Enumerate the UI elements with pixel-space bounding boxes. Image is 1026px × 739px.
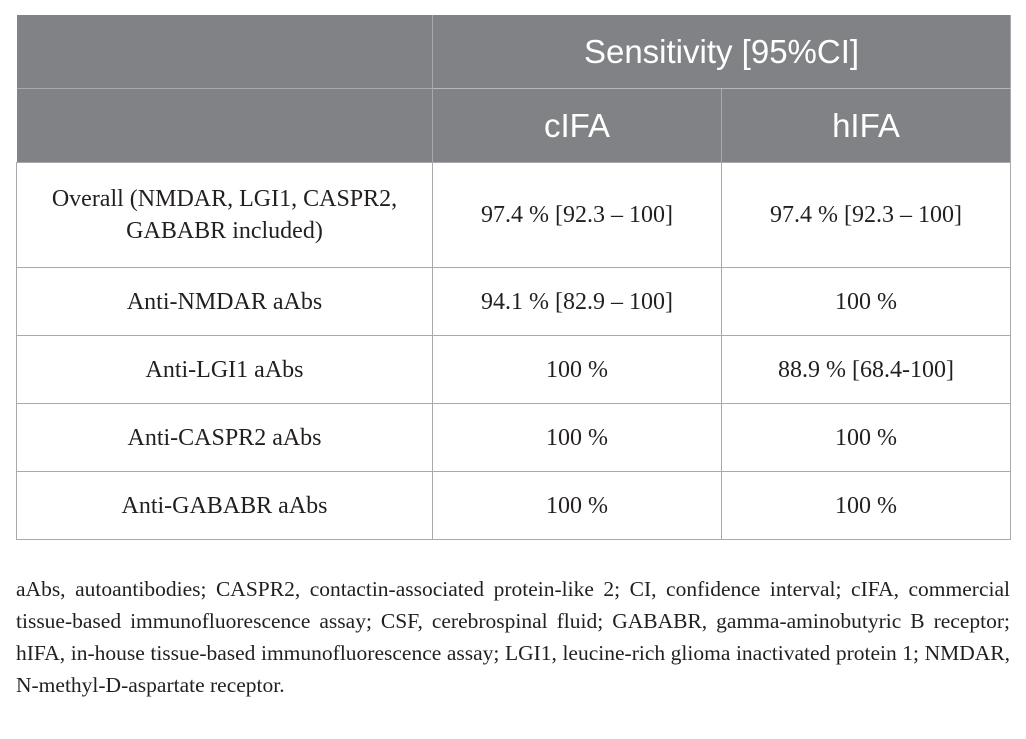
sensitivity-table-container (16, 15, 1010, 540)
table-body (17, 163, 1011, 540)
row-label: Overall (NMDAR, LGI1, CASPR2, GABABR included) (17, 163, 433, 268)
cifa-value: 100 % (433, 404, 722, 472)
hifa-value: 88.9 % [68.4-100] (722, 336, 1011, 404)
row-label: Anti-LGI1 aAbs (17, 336, 433, 404)
cifa-value: 100 % (433, 472, 722, 540)
hifa-value: 100 % (722, 472, 1011, 540)
table-row (17, 472, 1011, 540)
header-hifa: hIFA (722, 89, 1011, 163)
hifa-value: 100 % (722, 268, 1011, 336)
table-row (17, 268, 1011, 336)
header-row-columns (17, 89, 1011, 163)
table-header (17, 15, 1011, 163)
header-blank-cell-2 (17, 89, 433, 163)
header-row-group (17, 15, 1011, 89)
hifa-value: 97.4 % [92.3 – 100] (722, 163, 1011, 268)
table-row (17, 404, 1011, 472)
cifa-value: 97.4 % [92.3 – 100] (433, 163, 722, 268)
header-sensitivity: Sensitivity [95%CI] (433, 15, 1011, 89)
row-label: Anti-NMDAR aAbs (17, 268, 433, 336)
header-cifa: cIFA (433, 89, 722, 163)
row-label: Anti-CASPR2 aAbs (17, 404, 433, 472)
hifa-value: 100 % (722, 404, 1011, 472)
sensitivity-table (16, 15, 1011, 540)
header-blank-cell (17, 15, 433, 89)
cifa-value: 94.1 % [82.9 – 100] (433, 268, 722, 336)
row-label: Anti-GABABR aAbs (17, 472, 433, 540)
table-row (17, 163, 1011, 268)
table-row (17, 336, 1011, 404)
table-footnote: aAbs, autoantibodies; CASPR2, contactin-associated protein-like 2; CI, confidence interval; cIFA, commercial tissue-based immunofluorescence assay; CSF, cerebrospinal fluid; GABABR, gamma-aminobutyric B receptor; hIFA, in-house tissue-based immunofluorescence assay; LGI1, leucine-rich glioma inactivated protein 1; NMDAR, N-methyl-D-aspartate receptor. (16, 576, 1010, 697)
cifa-value: 100 % (433, 336, 722, 404)
